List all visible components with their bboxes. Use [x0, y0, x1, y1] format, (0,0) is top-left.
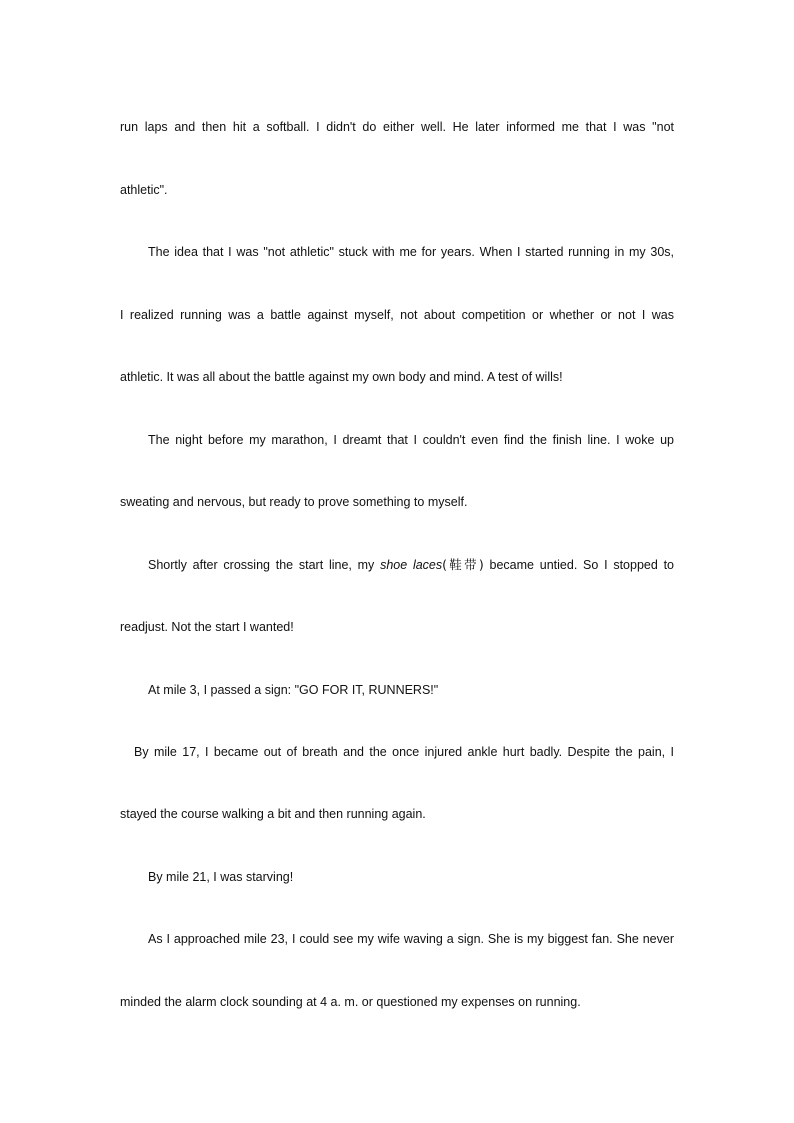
paragraph-line: stayed the course walking a bit and then running again.: [120, 807, 426, 821]
paragraph-line: By mile 21, I was starving!: [148, 870, 294, 884]
paragraph-line: athletic. It was all about the battle against my own body and mind. A test of wills!: [120, 370, 563, 384]
line-text: became untied. So I stopped to: [483, 558, 674, 572]
paragraph-line: At mile 3, I passed a sign: "GO FOR IT, RUNNERS!": [148, 683, 439, 697]
chinese-gloss: (鞋带): [442, 557, 484, 572]
paragraph-line: By mile 17, I became out of breath and the once injured ankle hurt badly. Despite the pain, I: [134, 745, 674, 759]
paragraph-line: readjust. Not the start I wanted!: [120, 620, 294, 634]
paragraph-line: As I approached mile 23, I could see my wife waving a sign. She is my biggest fan. She never: [148, 932, 674, 946]
paragraph-line: athletic".: [120, 183, 168, 197]
vocabulary-word: shoe laces: [380, 558, 443, 572]
paragraph-line: I realized running was a battle against myself, not about competition or whether or not I was: [120, 308, 674, 322]
line-text: Shortly after crossing the start line, my: [148, 558, 381, 572]
paragraph-line: The idea that I was "not athletic" stuck with me for years. When I started running in my 30s,: [148, 245, 674, 259]
paragraph-line: The night before my marathon, I dreamt that I couldn't even find the finish line. I woke up: [148, 433, 674, 447]
paragraph-line: minded the alarm clock sounding at 4 a. m. or questioned my expenses on running.: [120, 995, 581, 1009]
paragraph-line: sweating and nervous, but ready to prove something to myself.: [120, 495, 468, 509]
paragraph-line-with-vocabulary: [120, 556, 674, 574]
paragraph-line: run laps and then hit a softball. I didn't do either well. He later informed me that I was "not: [120, 120, 674, 134]
